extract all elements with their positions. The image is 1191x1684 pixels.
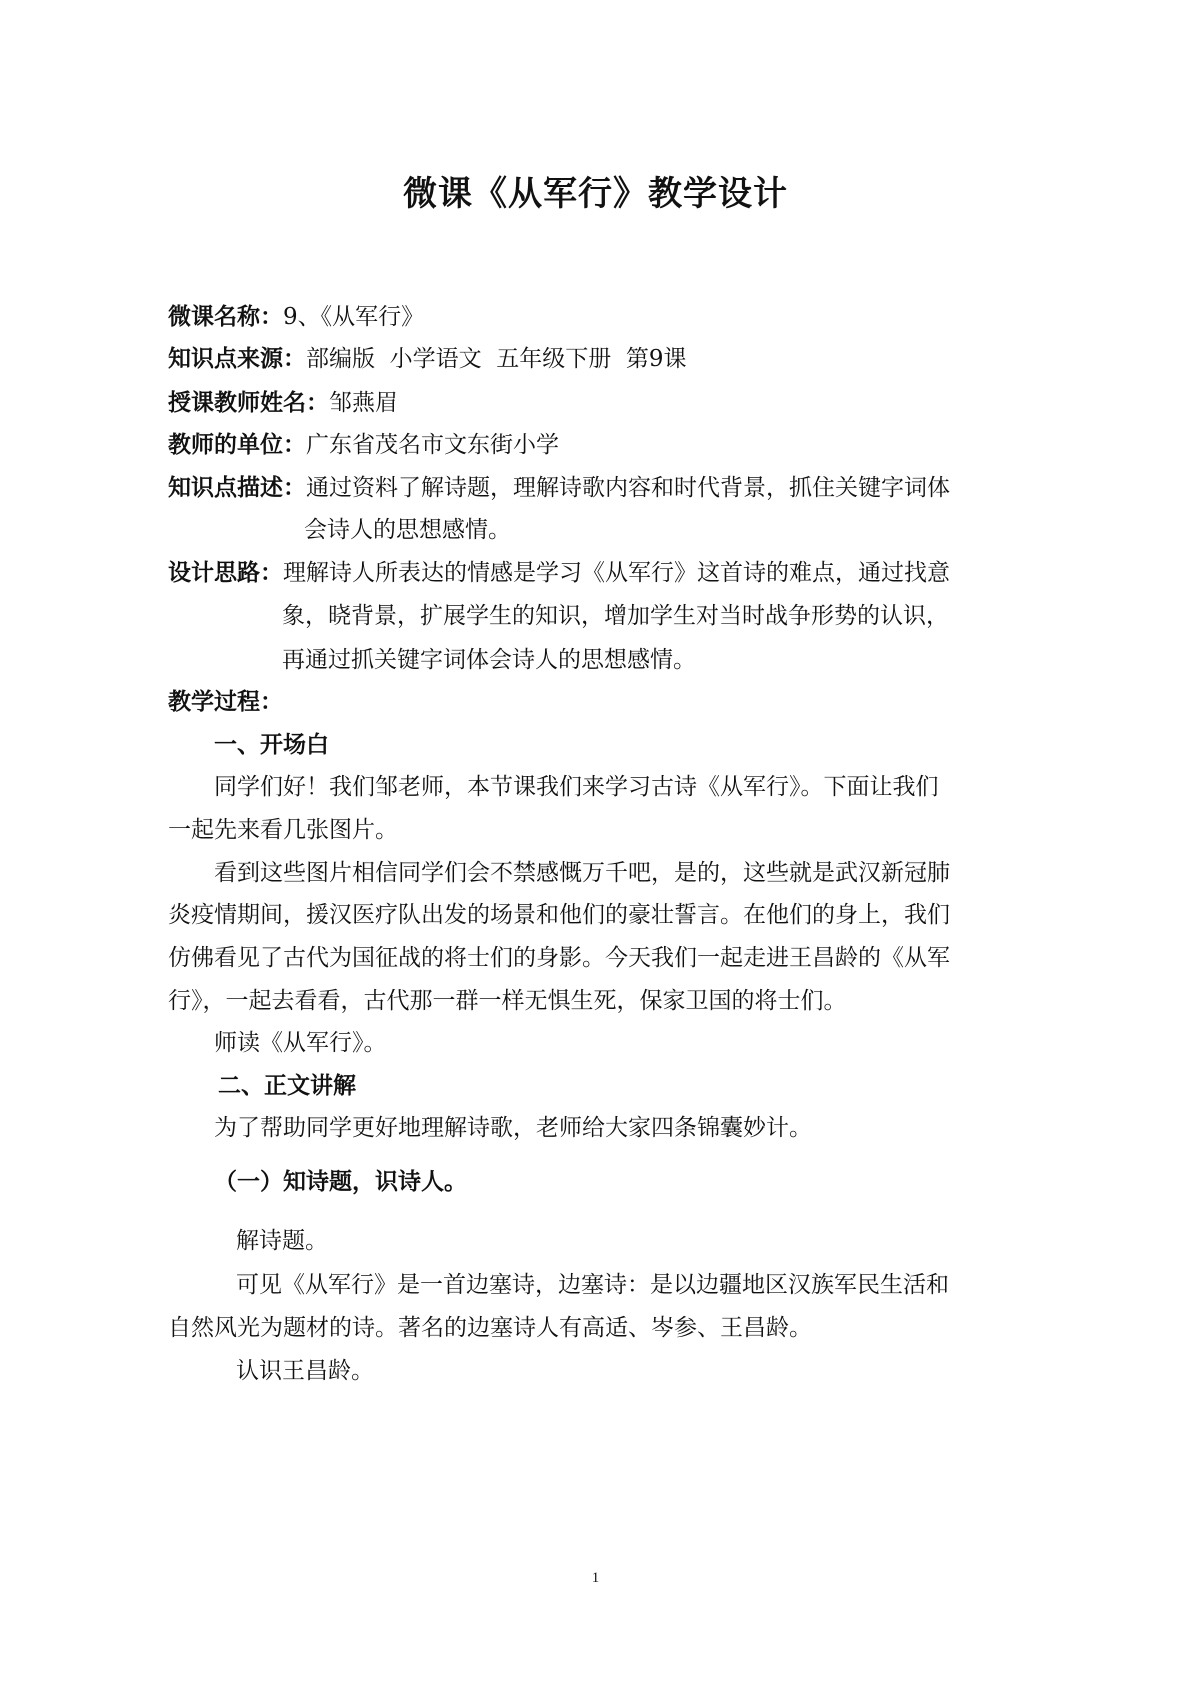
paragraph-line: 看到这些图片相信同学们会不禁感慨万千吧，是的，这些就是武汉新冠肺 (214, 860, 950, 886)
field-description (168, 473, 950, 503)
description-continuation: 会诗人的思想感情。 (304, 517, 511, 543)
field-value: 广东省茂名市文东街小学 (306, 432, 559, 458)
field-teacher (168, 388, 398, 418)
paragraph-line: 认识王昌龄。 (236, 1358, 374, 1384)
paragraph-line: 师读《从军行》。 (214, 1030, 387, 1056)
design-idea-line-2: 象，晓背景，扩展学生的知识，增加学生对当时战争形势的认识， (282, 603, 949, 629)
paragraph-line: 炎疫情期间，援汉医疗队出发的场景和他们的豪壮誓言。在他们的身上，我们 (168, 902, 950, 928)
document-title: 微课《从军行》教学设计 (403, 174, 788, 214)
field-source (168, 344, 687, 374)
field-label: 微课名称： (168, 304, 283, 330)
field-value: 理解诗人所表达的情感是学习《从军行》这首诗的难点，通过找意 (283, 560, 950, 586)
field-design-idea (168, 558, 950, 588)
field-value: 部编版 小学语文 五年级下册 第9课 (306, 346, 687, 372)
field-label: 教师的单位： (168, 432, 306, 458)
page-number: 1 (591, 1570, 600, 1586)
section-heading-main-text: 二、正文讲解 (218, 1073, 356, 1099)
paragraph-line: 同学们好！我们邹老师，本节课我们来学习古诗《从军行》。下面让我们 (214, 774, 939, 800)
paragraph-line: 自然风光为题材的诗。著名的边塞诗人有高适、岑参、王昌龄。 (168, 1315, 812, 1341)
field-label: 设计思路： (168, 560, 283, 586)
teaching-process-label: 教学过程： (168, 689, 283, 715)
field-value: 邹燕眉 (329, 390, 398, 416)
field-value: 通过资料了解诗题，理解诗歌内容和时代背景，抓住关键字词体 (306, 475, 950, 501)
subsection-heading-title-poet: （一）知诗题，识诗人。 (214, 1169, 467, 1195)
field-value: 9、《从军行》 (283, 304, 425, 330)
paragraph-line: 仿佛看见了古代为国征战的将士们的身影。今天我们一起走进王昌龄的《从军 (168, 945, 950, 971)
design-idea-line-3: 再通过抓关键字词体会诗人的思想感情。 (282, 647, 696, 673)
paragraph-line: 解诗题。 (236, 1228, 328, 1254)
field-label: 授课教师姓名： (168, 390, 329, 416)
section-heading-opening: 一、开场白 (214, 732, 329, 758)
field-unit (168, 430, 559, 460)
field-label: 知识点来源： (168, 346, 306, 372)
field-label: 知识点描述： (168, 475, 306, 501)
paragraph-line: 一起先来看几张图片。 (168, 817, 398, 843)
paragraph-line: 可见《从军行》是一首边塞诗，边塞诗：是以边疆地区汉族军民生活和 (236, 1272, 949, 1298)
paragraph-line: 为了帮助同学更好地理解诗歌，老师给大家四条锦囊妙计。 (214, 1115, 812, 1141)
field-course-name (168, 302, 424, 332)
paragraph-line: 行》，一起去看看，古代那一群一样无惧生死，保家卫国的将士们。 (168, 988, 847, 1014)
